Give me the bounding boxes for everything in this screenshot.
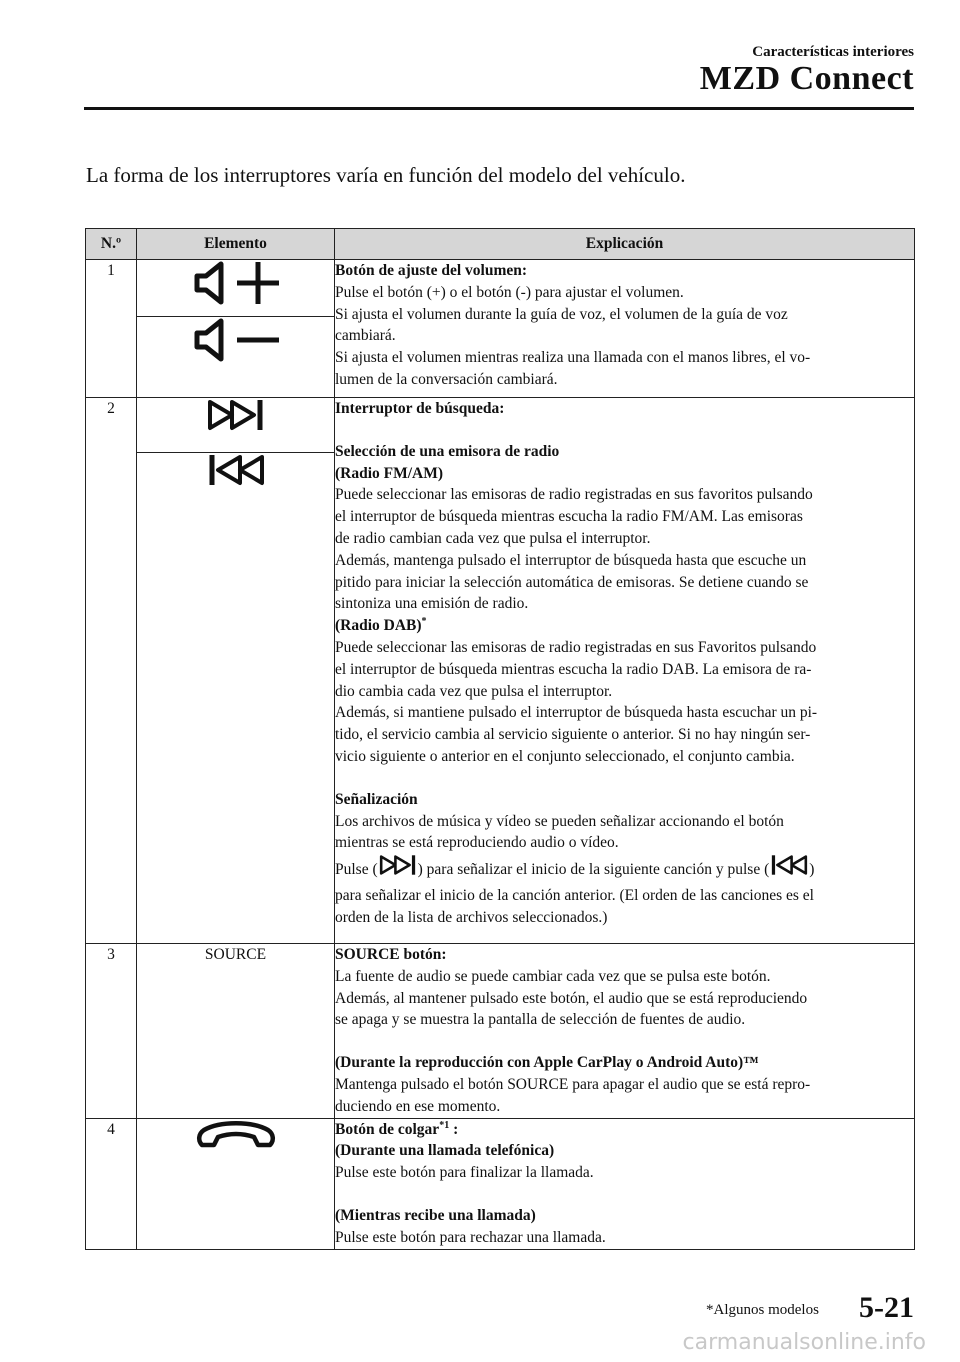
- col-item-header: Elemento: [137, 229, 335, 260]
- text-line: pitido para iniciar la selección automática de emisoras. Se detiene cuando se: [335, 573, 809, 591]
- table-row: [86, 260, 915, 317]
- footnote-mark: *1: [439, 1119, 450, 1131]
- text-line: sintoniza una emisión de radio.: [335, 595, 529, 613]
- text-line: tido, el servicio cambia al servicio siguiente o anterior. Si no hay ningún ser-: [335, 726, 811, 744]
- text-line: [335, 854, 914, 885]
- col-expl-header: Explicación: [335, 229, 915, 260]
- dab-label: (Radio DAB): [335, 617, 422, 635]
- table-header-row: [86, 229, 915, 260]
- text-line: mientras se está reproduciendo audio o vídeo.: [335, 834, 619, 852]
- seek-forward-icon: [378, 854, 418, 885]
- header-rule: [84, 107, 914, 110]
- text-line: Mantenga pulsado el botón SOURCE para apagar el audio que se está repro-: [335, 1075, 811, 1093]
- volume-title: Botón de ajuste del volumen:: [335, 262, 528, 279]
- hangup-title-text: Botón de colgar: [335, 1120, 440, 1138]
- subheading: Señalización: [335, 790, 418, 808]
- text-line: cambiará.: [335, 327, 396, 345]
- text-line: Además, mantenga pulsado el interruptor de búsqueda hasta que escuche un: [335, 551, 807, 569]
- subheading: (Radio FM/AM): [335, 464, 444, 482]
- subheading: Selección de una emisora de radio: [335, 442, 560, 460]
- text-line: Si ajusta el volumen durante la guía de voz, el volumen de la guía de voz: [335, 305, 788, 323]
- text-line: orden de la lista de archivos seleccionados.): [335, 908, 608, 926]
- table-row: [86, 398, 915, 453]
- text-line: Los archivos de música y vídeo se pueden señalizar accionando el botón: [335, 812, 784, 830]
- section-label: Características interiores: [752, 44, 914, 60]
- subheading: (Durante la reproducción con Apple CarPlay o Android Auto)™: [335, 1054, 759, 1072]
- source-title: SOURCE botón:: [335, 946, 447, 963]
- footnote-mark: *: [421, 616, 427, 628]
- volume-down-icon: [137, 317, 335, 398]
- seek-explanation: [335, 398, 915, 944]
- row-number: 1: [86, 260, 137, 398]
- subheading: (Mientras recibe una llamada): [335, 1206, 536, 1224]
- row-number: 4: [86, 1118, 137, 1249]
- volume-explanation: [335, 260, 915, 398]
- seek-title: Interruptor de búsqueda:: [335, 400, 505, 417]
- col-num-header: N.º: [86, 229, 137, 260]
- text-line: vicio siguiente o anterior en el conjunto seleccionado, el conjunto cambia.: [335, 747, 795, 765]
- volume-up-icon: [137, 260, 335, 317]
- text-line: Puede seleccionar las emisoras de radio registradas en sus Favoritos pulsando: [335, 638, 817, 656]
- text-line: Además, si mantiene pulsado el interruptor de búsqueda hasta escuchar un pi-: [335, 704, 818, 722]
- subheading: [335, 615, 914, 637]
- text-line: Si ajusta el volumen mientras realiza una llamada con el manos libres, el vo-: [335, 349, 811, 367]
- text-line: lumen de la conversación cambiará.: [335, 370, 558, 388]
- watermark: carmanualsonline.info: [682, 1330, 926, 1355]
- source-explanation: [335, 944, 915, 1119]
- text-line: Pulse el botón (+) o el botón (-) para ajustar el volumen.: [335, 283, 684, 301]
- text-line: el interruptor de búsqueda mientras escucha la radio FM/AM. Las emisoras: [335, 508, 803, 526]
- source-label: SOURCE: [137, 944, 335, 1119]
- text-line: el interruptor de búsqueda mientras escucha la radio DAB. La emisora de ra-: [335, 660, 812, 678]
- controls-table: [85, 228, 915, 1250]
- text-line: Además, al mantener pulsado este botón, el audio que se está reproduciendo: [335, 989, 808, 1007]
- page-number: 5-21: [859, 1291, 914, 1324]
- hangup-explanation: [335, 1118, 915, 1249]
- subheading: (Durante una llamada telefónica): [335, 1142, 555, 1160]
- table-row: [86, 944, 915, 1119]
- text-fragment: ): [809, 861, 815, 879]
- intro-text: La forma de los interruptores varía en función del modelo del vehículo.: [86, 163, 686, 187]
- row-number: 3: [86, 944, 137, 1119]
- text-line: dio cambia cada vez que pulsa el interruptor.: [335, 682, 613, 700]
- text-line: Pulse este botón para rechazar una llamada.: [335, 1228, 606, 1246]
- text-fragment: Pulse (: [335, 861, 378, 879]
- hangup-title-colon: :: [449, 1120, 459, 1138]
- page-title: MZD Connect: [699, 60, 914, 97]
- text-line: La fuente de audio se puede cambiar cada vez que se pulsa este botón.: [335, 967, 771, 985]
- seek-forward-icon: [137, 398, 335, 453]
- text-line: para señalizar el inicio de la canción anterior. (El orden de las canciones es el: [335, 887, 814, 905]
- text-fragment: ) para señalizar el inicio de la siguiente canción y pulse (: [417, 861, 770, 879]
- hang-up-icon: [137, 1118, 335, 1249]
- row-number: 2: [86, 398, 137, 944]
- text-line: Pulse este botón para finalizar la llamada.: [335, 1164, 594, 1182]
- table-row: [86, 1118, 915, 1249]
- text-line: se apaga y se muestra la pantalla de selección de fuentes de audio.: [335, 1011, 746, 1029]
- hangup-title: [335, 1119, 914, 1141]
- text-line: de radio cambian cada vez que pulsa el interruptor.: [335, 529, 651, 547]
- seek-back-icon: [769, 854, 809, 885]
- text-line: Puede seleccionar las emisoras de radio registradas en sus favoritos pulsando: [335, 486, 813, 504]
- seek-back-icon: [137, 453, 335, 944]
- text-line: duciendo en ese momento.: [335, 1097, 501, 1115]
- footnote: *Algunos modelos: [706, 1302, 819, 1318]
